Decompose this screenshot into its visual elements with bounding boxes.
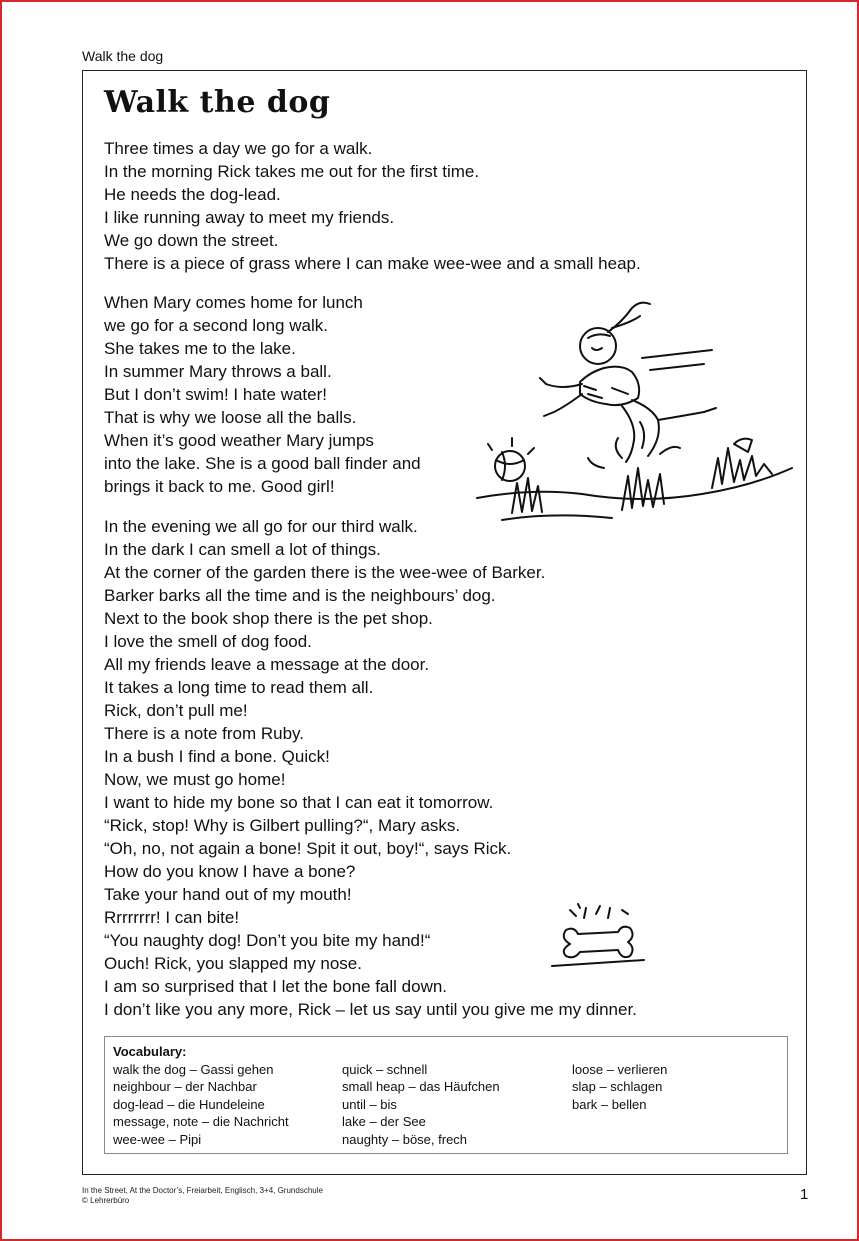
text-line: In summer Mary throws a ball. — [104, 362, 332, 381]
vocabulary-box — [104, 1036, 788, 1154]
text-line: I like running away to meet my friends. — [104, 208, 395, 227]
footer-credits — [82, 1186, 323, 1206]
vocabulary-item: bark – bellen — [572, 1096, 647, 1112]
text-line: Next to the book shop there is the pet shop. — [104, 609, 433, 628]
text-line: All my friends leave a message at the door. — [104, 655, 430, 674]
text-line: At the corner of the garden there is the wee-wee of Barker. — [104, 563, 546, 582]
vocabulary-columns — [113, 1061, 779, 1149]
vocabulary-column-3 — [572, 1061, 667, 1149]
text-line: “Oh, no, not again a bone! Spit it out, boy!“, says Rick. — [104, 839, 512, 858]
text-line: I want to hide my bone so that I can eat it tomorrow. — [104, 793, 494, 812]
vocabulary-title: Vocabulary: — [113, 1044, 187, 1059]
vocabulary-item: until – bis — [342, 1096, 397, 1112]
text-line: We go down the street. — [104, 231, 279, 250]
vocabulary-column-2 — [342, 1061, 572, 1149]
text-line: He needs the dog-lead. — [104, 185, 281, 204]
text-line: “You naughty dog! Don’t you bite my hand!“ — [104, 931, 431, 950]
text-line: In the evening we all go for our third walk. — [104, 517, 418, 536]
text-line: She takes me to the lake. — [104, 339, 296, 358]
vocabulary-item: neighbour – der Nachbar — [113, 1079, 257, 1094]
paragraph-2 — [104, 291, 421, 498]
vocabulary-item: lake – der See — [342, 1114, 426, 1129]
vocabulary-item: naughty – böse, frech — [342, 1131, 468, 1147]
text-line: But I don’t swim! I hate water! — [104, 385, 327, 404]
page-number: 1 — [800, 1186, 809, 1203]
bone-illustration — [548, 900, 648, 970]
text-line: I am so surprised that I let the bone fall down. — [104, 977, 448, 996]
text-line: In the morning Rick takes me out for the first time. — [104, 162, 480, 181]
text-line: Ouch! Rick, you slapped my nose. — [104, 954, 362, 973]
text-line: Now, we must go home! — [104, 770, 286, 789]
text-line: I love the smell of dog food. — [104, 632, 312, 651]
text-line: In a bush I find a bone. Quick! — [104, 747, 330, 766]
text-line: That is why we loose all the balls. — [104, 408, 357, 427]
vocabulary-item: message, note – die Nachricht — [113, 1114, 289, 1129]
text-line: When it’s good weather Mary jumps — [104, 431, 374, 450]
page-title: Walk the dog — [104, 85, 331, 120]
footer-line: © Lehrerbüro — [82, 1196, 130, 1205]
paragraph-1 — [104, 137, 641, 275]
text-line: In the dark I can smell a lot of things. — [104, 540, 381, 559]
vocabulary-item: small heap – das Häufchen — [342, 1079, 500, 1094]
vocabulary-item: loose – verlieren — [572, 1061, 668, 1077]
text-line: we go for a second long walk. — [104, 316, 328, 335]
vocabulary-item: quick – schnell — [342, 1061, 428, 1077]
text-line: Take your hand out of my mouth! — [104, 885, 352, 904]
text-line: Rrrrrrrr! I can bite! — [104, 908, 240, 927]
footer-line: In the Street, At the Doctor’s, Freiarbeit, Englisch, 3+4, Grundschule — [82, 1186, 323, 1195]
vocabulary-column-1 — [113, 1061, 342, 1149]
text-line: “Rick, stop! Why is Gilbert pulling?“, Mary asks. — [104, 816, 461, 835]
text-line: Barker barks all the time and is the neighbours’ dog. — [104, 586, 496, 605]
running-title: Walk the dog — [82, 48, 164, 64]
text-line: brings it back to me. Good girl! — [104, 477, 335, 496]
vocabulary-item: walk the dog – Gassi gehen — [113, 1061, 274, 1077]
text-line: How do you know I have a bone? — [104, 862, 356, 881]
text-line: There is a piece of grass where I can make wee-wee and a small heap. — [104, 254, 641, 273]
girl-jumping-into-lake-illustration — [472, 298, 797, 530]
text-line: There is a note from Ruby. — [104, 724, 304, 743]
vocabulary-item: wee-wee – Pipi — [113, 1131, 202, 1147]
vocabulary-item: slap – schlagen — [572, 1079, 663, 1094]
text-line: When Mary comes home for lunch — [104, 293, 363, 312]
text-line: It takes a long time to read them all. — [104, 678, 374, 697]
text-line: I don’t like you any more, Rick – let us say until you give me my dinner. — [104, 1000, 637, 1019]
text-line: into the lake. She is a good ball finder and — [104, 454, 421, 473]
text-line: Rick, don’t pull me! — [104, 701, 248, 720]
text-line: Three times a day we go for a walk. — [104, 139, 373, 158]
vocabulary-item: dog-lead – die Hundeleine — [113, 1096, 265, 1112]
